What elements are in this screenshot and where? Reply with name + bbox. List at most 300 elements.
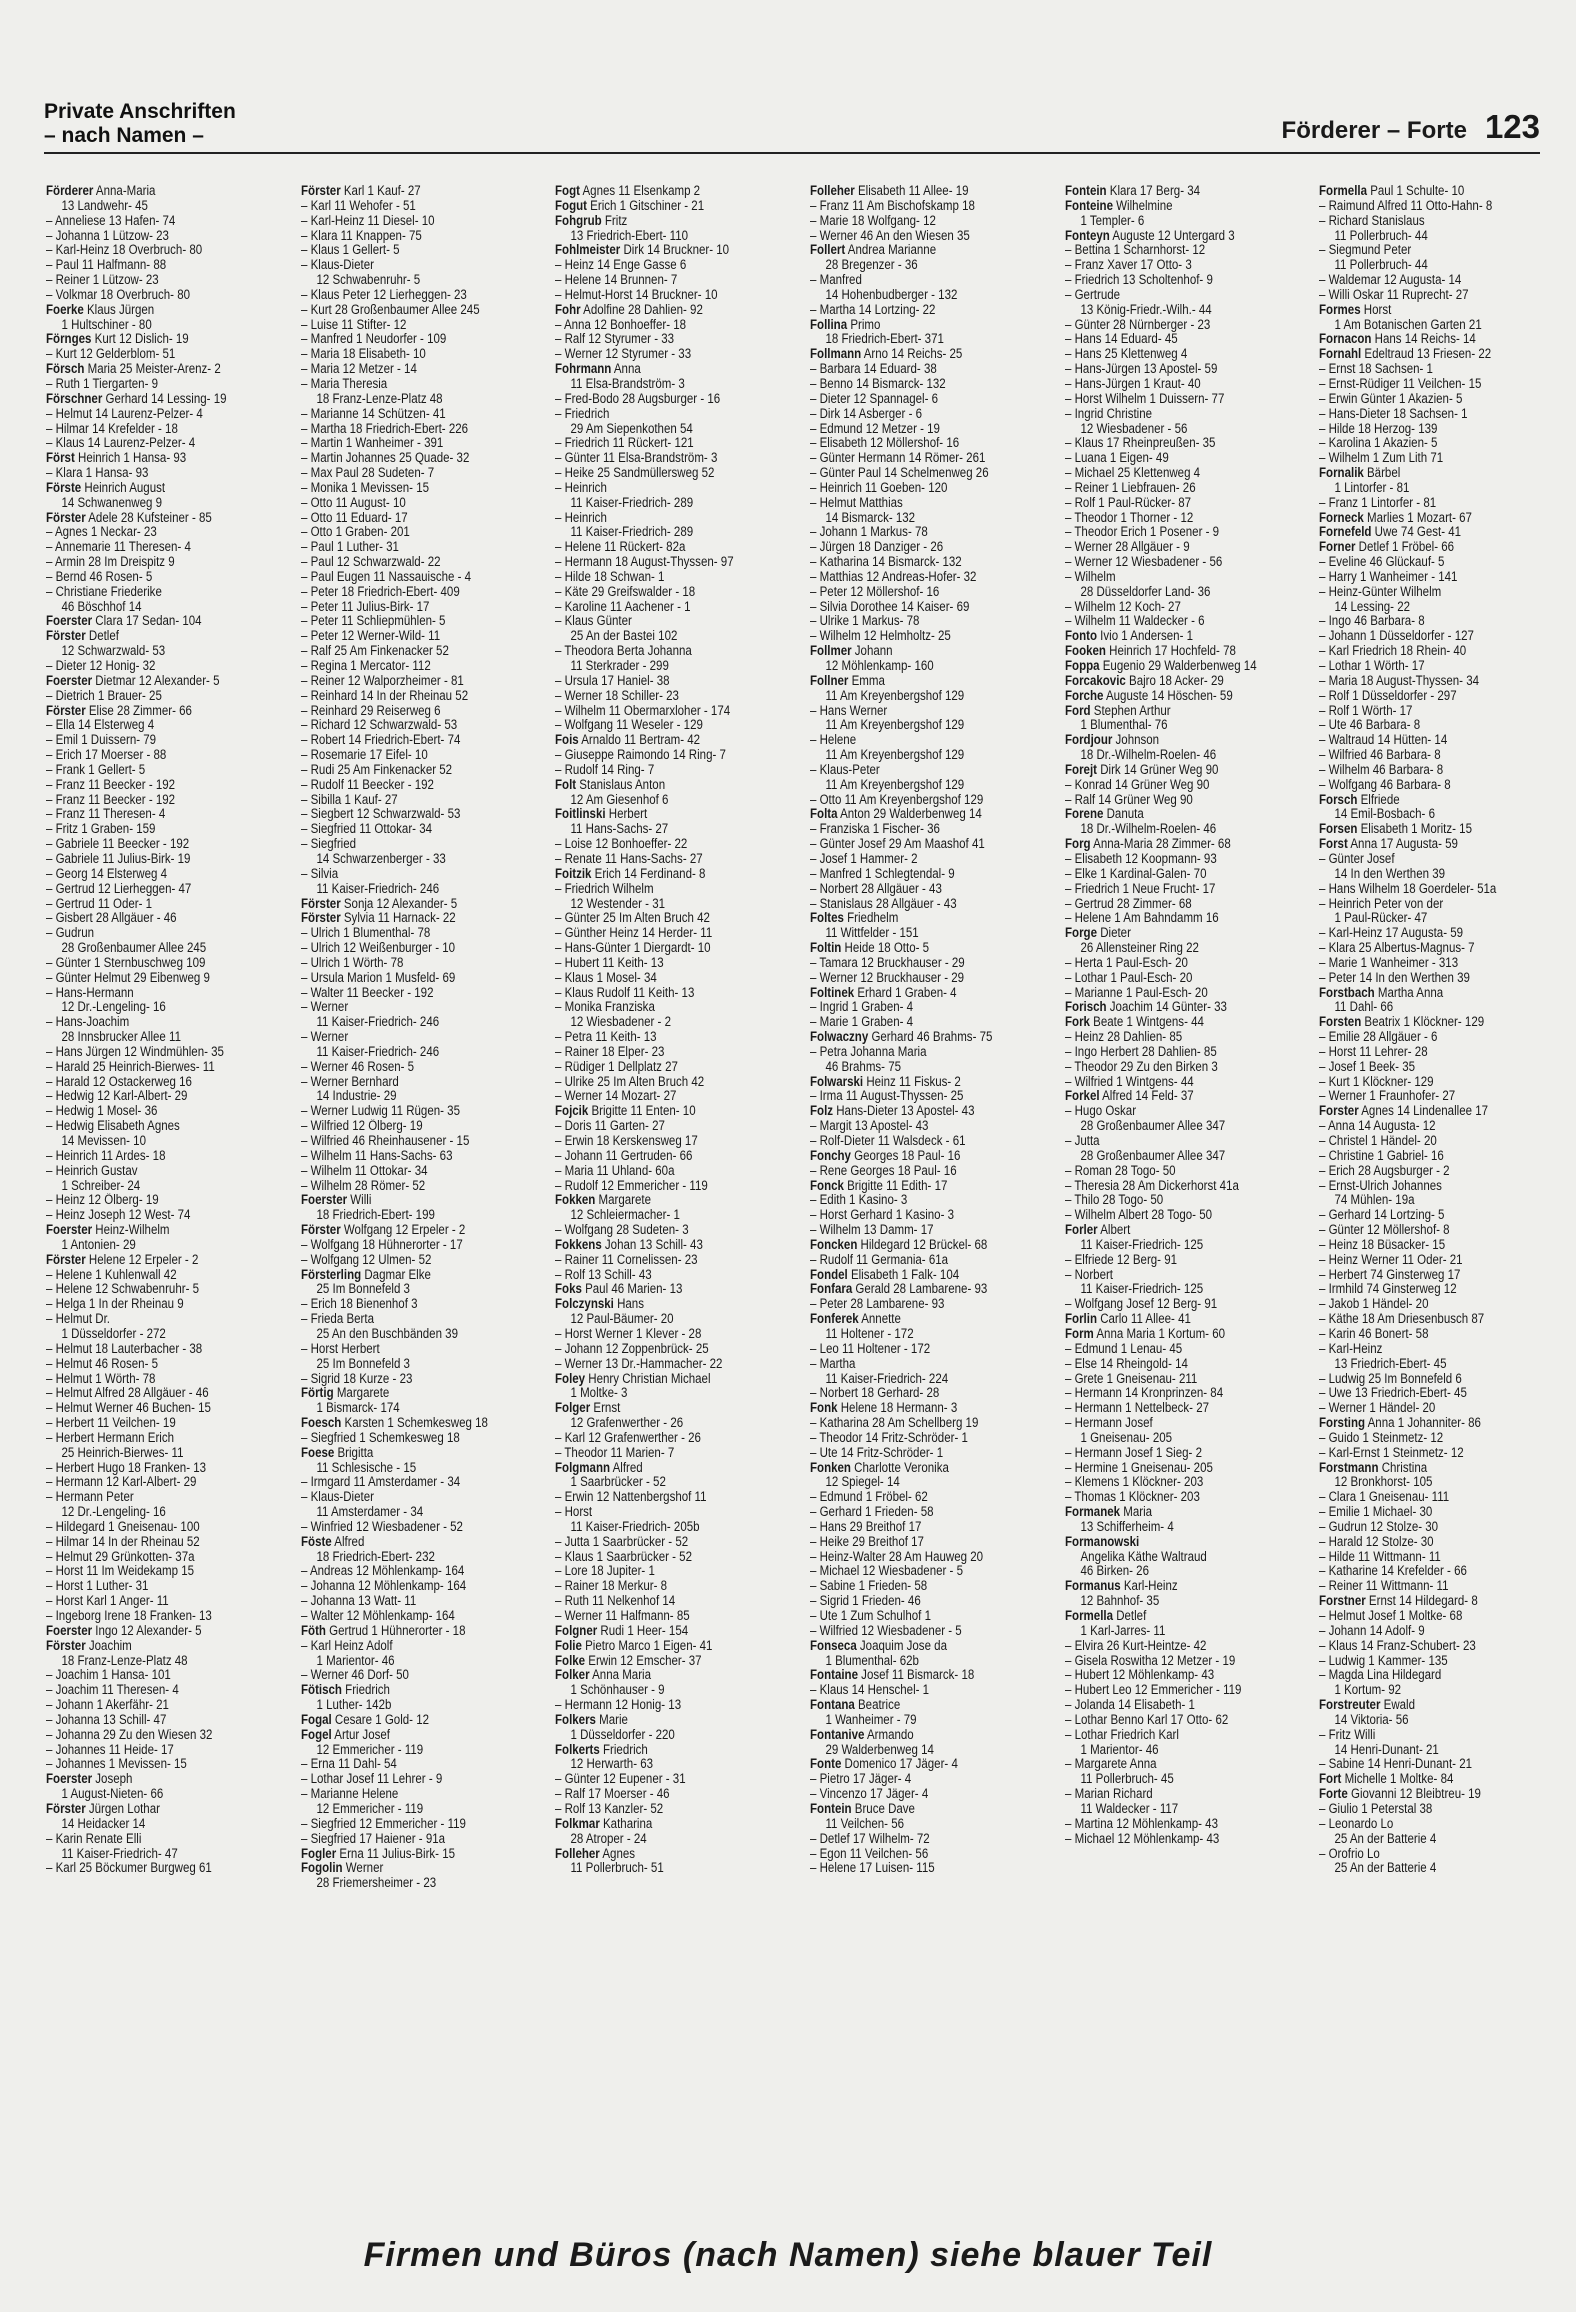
surname-entry — [301, 1624, 527, 1639]
address-line: 28 Atroper - 24 — [570, 1831, 647, 1846]
entry-text: Michelle 1 Moltke- 84 — [1341, 1772, 1454, 1787]
surname-entry — [1319, 986, 1545, 1001]
surname-entry — [1319, 1594, 1545, 1609]
address-line: 14 Viktoria- 56 — [1334, 1712, 1409, 1727]
address-line: 11 Am Kreyenbergshof 129 — [825, 718, 965, 733]
surname: Formanus — [1064, 1579, 1121, 1594]
surname: Forstmann — [1319, 1460, 1379, 1475]
surname: Folgner — [555, 1623, 598, 1638]
surname-entry — [555, 778, 781, 793]
sub-entry: – Rolf 13 Schill- 43 — [555, 1267, 652, 1282]
entry-text: Fritz — [602, 213, 628, 228]
sub-entry: – Reinhard 14 In der Rheinau 52 — [300, 688, 468, 703]
sub-entry: – Werner 12 Wiesbadener - 56 — [1064, 555, 1222, 570]
surname: Folke — [555, 1653, 586, 1668]
header-title-line2: – nach Namen – — [44, 124, 204, 147]
sub-entry: – Regina 1 Mercator- 112 — [300, 659, 431, 673]
surname-entry — [46, 704, 272, 719]
address-line: 12 Am Giesenhof 6 — [570, 792, 669, 807]
sub-entry: – Winfried 12 Wiesbadener - 52 — [300, 1519, 463, 1534]
surname: Fontein — [810, 1801, 852, 1816]
entry-text: Domenico 17 Jäger- 4 — [841, 1757, 958, 1772]
surname: Forsting — [1319, 1416, 1366, 1431]
entry-text: Primo — [847, 317, 881, 332]
sub-entry: – Klaus Günter — [555, 614, 633, 629]
sub-entry: – Grete 1 Gneisenau- 211 — [1064, 1371, 1197, 1386]
sub-entry: – Erich 28 Augsburger - 2 — [1319, 1163, 1450, 1178]
entry-text: Hans — [614, 1297, 645, 1312]
surname-entry — [46, 674, 272, 689]
surname-entry — [1065, 837, 1291, 852]
sub-entry: – Rudolf 11 Germania- 61a — [810, 1252, 949, 1267]
surname: Fontein — [1064, 184, 1107, 198]
sub-entry: – Karl-Heinz — [1319, 1341, 1383, 1356]
address-line: 25 An den Buschbänden 39 — [316, 1326, 458, 1341]
address-line: 1 Lintorfer - 81 — [1334, 480, 1410, 495]
surname: Forsch — [1319, 792, 1358, 807]
sub-entry: – Silvia Dorothee 14 Kaiser- 69 — [810, 599, 970, 614]
surname: Fontana — [810, 1698, 855, 1713]
sub-entry: – Wilhelm 11 Obermarxloher - 174 — [555, 703, 731, 718]
surname: Fornalik — [1319, 466, 1365, 481]
address-line: 14 Henri-Dunant- 21 — [1334, 1742, 1440, 1757]
surname-entry — [1065, 1089, 1291, 1104]
sub-entry: – Clara 1 Gneisenau- 111 — [1319, 1490, 1450, 1505]
surname: Foerster — [46, 673, 93, 688]
sub-entry: – Helene 1 Am Bahndamm 16 — [1064, 911, 1219, 926]
entry-text: Karl 1 Kauf- 27 — [340, 184, 421, 198]
entry-text: Hans-Dieter 13 Apostel- 43 — [833, 1104, 975, 1119]
sub-entry: – Horst Werner 1 Klever - 28 — [555, 1326, 702, 1341]
address-line: 14 In den Werthen 39 — [1334, 866, 1446, 881]
sub-entry: – Fritz Willi — [1319, 1727, 1376, 1742]
address-line: 1 Schreiber- 24 — [61, 1178, 141, 1193]
surname: Foerke — [46, 302, 84, 317]
address-line: 11 Elsa-Brandström- 3 — [570, 376, 686, 391]
address-line: 11 Schlesische - 15 — [316, 1460, 416, 1475]
sub-entry: – Werner 13 Dr.-Hammacher- 22 — [555, 1356, 723, 1371]
surname: Fonteyn — [1064, 228, 1110, 243]
surname-entry — [810, 941, 1036, 956]
surname-entry — [810, 1757, 1036, 1772]
surname-entry — [555, 214, 781, 229]
sub-entry: – Lothar Benno Karl 17 Otto- 62 — [1064, 1712, 1228, 1727]
sub-entry: – Gertrud 12 Lierheggen- 47 — [46, 881, 192, 896]
sub-entry: – Werner 11 Halfmann- 85 — [555, 1609, 690, 1623]
surname-entry — [810, 1149, 1036, 1164]
surname-entry — [555, 1282, 781, 1297]
sub-entry: – Hubert Leo 12 Emmericher - 119 — [1064, 1683, 1242, 1698]
sub-entry: – Heinz Joseph 12 West- 74 — [46, 1208, 191, 1223]
address-line: 11 Am Kreyenbergshof 129 — [825, 688, 965, 703]
sub-entry: – Karin 46 Bonert- 58 — [1319, 1326, 1429, 1341]
sub-entry: – Hubert 12 Möhlenkamp- 43 — [1064, 1668, 1214, 1683]
surname-entry — [555, 867, 781, 882]
entry-text: Alfred 14 Feld- 37 — [1099, 1089, 1194, 1104]
sub-entry: – Reinhard 29 Reiserweg 6 — [300, 703, 441, 718]
surname: Folkers — [555, 1712, 597, 1727]
entry-text: Christina — [1378, 1460, 1428, 1475]
entry-text: Maria — [1119, 1505, 1152, 1520]
entry-text: Uwe 74 Gest- 41 — [1371, 525, 1462, 540]
surname: Folgmann — [555, 1460, 611, 1475]
entry-text: Joaquim Jose da — [856, 1638, 947, 1653]
surname-entry — [46, 392, 272, 407]
sub-entry: – Wolfgang 11 Weseler - 129 — [555, 718, 704, 733]
sub-entry: – Uwe 13 Friedrich-Ebert- 45 — [1319, 1386, 1468, 1401]
surname: Forner — [1319, 540, 1356, 555]
entry-text: Arno 14 Reichs- 25 — [861, 347, 963, 362]
surname: Folleher — [810, 184, 855, 198]
surname-entry — [810, 1668, 1036, 1683]
sub-entry: – Heinz 14 Enge Gasse 6 — [555, 258, 687, 273]
address-line: 11 Kaiser-Friedrich- 224 — [825, 1371, 949, 1386]
surname-entry — [810, 1728, 1036, 1743]
surname-entry — [301, 1683, 527, 1698]
sub-entry: – Edmund 1 Fröbel- 62 — [810, 1490, 928, 1505]
surname: Förster — [300, 1223, 341, 1238]
address-line: 1 Hultschiner - 80 — [61, 317, 152, 332]
sub-entry: – Wolfgang 12 Ulmen- 52 — [300, 1252, 432, 1267]
sub-entry: – Manfred — [810, 273, 862, 288]
sub-entry: – Emilie 1 Michael- 30 — [1319, 1505, 1433, 1520]
sub-entry: – Katharina 28 Am Schellberg 19 — [810, 1416, 979, 1431]
surname-entry — [1319, 1698, 1545, 1713]
entry-text: Klaus Jürgen — [83, 302, 155, 317]
surname: Folta — [810, 807, 838, 822]
sub-entry: – Werner 12 Styrumer - 33 — [555, 347, 692, 362]
address-line: 18 Dr.-Wilhelm-Roelen- 46 — [1080, 748, 1216, 763]
entry-text: Kurt 12 Dislich- 19 — [91, 332, 189, 347]
address-line: 18 Dr.-Wilhelm-Roelen- 46 — [1080, 822, 1216, 837]
address-line: 13 Schifferheim- 4 — [1080, 1519, 1174, 1534]
entry-text: Anna Maria 1 Kortum- 60 — [1093, 1326, 1225, 1341]
address-line: 1 Saarbrücker - 52 — [570, 1475, 667, 1490]
sub-entry: – Franz 1 Lintorfer - 81 — [1319, 495, 1437, 510]
sub-entry: – Katharine 14 Krefelder - 66 — [1319, 1564, 1468, 1579]
surname: Folleher — [555, 1846, 601, 1861]
surname: Follina — [810, 317, 848, 332]
address-line: 12 Möhlenkamp- 160 — [825, 659, 934, 673]
surname: Folt — [555, 777, 577, 792]
sub-entry: – Gisela Roswitha 12 Metzer - 19 — [1064, 1653, 1235, 1668]
surname: Fojcik — [555, 1104, 589, 1119]
sub-entry: – Bernd 46 Rosen- 5 — [46, 569, 153, 584]
entry-text: Auguste 14 Höschen- 59 — [1103, 688, 1233, 703]
surname: Folczynski — [555, 1297, 615, 1312]
sub-entry: – Horst 11 Im Weidekamp 15 — [46, 1564, 195, 1579]
surname-entry — [555, 1624, 781, 1639]
sub-entry: – Hans-Dieter 18 Sachsen- 1 — [1319, 406, 1468, 421]
sub-entry: – Wilfried 46 Rheinhausener - 15 — [300, 1134, 470, 1148]
sub-entry: – Loise 12 Bonhoeffer- 22 — [555, 837, 688, 852]
sub-entry: – Jolanda 14 Elisabeth- 1 — [1064, 1698, 1195, 1713]
entry-text: Wolfgang 12 Erpeler - 2 — [340, 1223, 465, 1238]
surname-entry — [46, 1223, 272, 1238]
surname: Fonfara — [810, 1282, 853, 1297]
sub-entry: – Edmund 12 Metzer - 19 — [810, 421, 940, 436]
entry-text: Annette — [858, 1312, 901, 1327]
sub-entry: – Heinrich — [555, 480, 608, 495]
sub-entry: – Horst 11 Lehrer- 28 — [1319, 1044, 1428, 1059]
entry-text: Edeltraud 13 Friesen- 22 — [1361, 347, 1492, 362]
entry-text: Alfred — [610, 1460, 644, 1475]
sub-entry: – Günter 1 Sternbuschweg 109 — [46, 955, 206, 970]
sub-entry: – Maria 18 August-Thyssen- 34 — [1319, 673, 1480, 688]
sub-entry: – Herta 1 Paul-Esch- 20 — [1064, 955, 1188, 970]
sub-entry: – Johanna 12 Möhlenkamp- 164 — [300, 1579, 466, 1594]
surname: Förderer — [46, 184, 94, 198]
address-line: 46 Brahms- 75 — [825, 1059, 902, 1074]
address-line: 11 Pollerbruch- 44 — [1334, 228, 1429, 243]
sub-entry: – Andreas 12 Möhlenkamp- 164 — [300, 1564, 464, 1579]
surname: Formella — [1319, 184, 1368, 198]
address-line: 74 Mühlen- 19a — [1334, 1193, 1415, 1208]
sub-entry: – Elvira 26 Kurt-Heintze- 42 — [1064, 1638, 1207, 1653]
sub-entry: – Gudrun — [46, 926, 95, 941]
surname: Ford — [1064, 703, 1091, 718]
entry-text: Paul 1 Schulte- 10 — [1367, 184, 1465, 198]
surname: Forlin — [1064, 1312, 1097, 1327]
surname: Folkerts — [555, 1742, 601, 1757]
surname-entry — [301, 1713, 527, 1728]
sub-entry: – Werner Ludwig 11 Rügen- 35 — [300, 1104, 460, 1119]
surname-entry — [555, 1668, 781, 1683]
entry-text: Clara 17 Sedan- 104 — [92, 614, 202, 629]
sub-entry: – Günter Helmut 29 Eibenweg 9 — [46, 970, 210, 985]
sub-entry: – Theodor Erich 1 Posener - 9 — [1064, 525, 1219, 540]
sub-entry: – Martha — [810, 1356, 856, 1371]
sub-entry: – Klaus 17 Rheinpreußen- 35 — [1064, 436, 1216, 451]
entry-text: Andrea Marianne — [845, 243, 937, 258]
sub-entry: – Helga 1 In der Rheinau 9 — [46, 1297, 184, 1312]
sub-entry: – Helmut Matthias — [810, 495, 903, 510]
entry-text: Detlef — [1112, 1609, 1146, 1623]
surname: Forst — [1319, 837, 1349, 852]
sub-entry: – Harald 12 Stolze- 30 — [1319, 1534, 1434, 1549]
sub-entry: – Ruth 11 Nelkenhof 14 — [555, 1594, 676, 1609]
sub-entry: – Heinz 12 Ölberg- 19 — [46, 1193, 159, 1208]
address-line: 29 Am Siepenkothen 54 — [570, 421, 694, 436]
sub-entry: – Hans-Jürgen 1 Kraut- 40 — [1064, 376, 1201, 391]
sub-entry: – Theodora Berta Johanna — [555, 644, 693, 659]
sub-entry: – Gerhard 14 Lortzing- 5 — [1319, 1208, 1445, 1223]
entry-text: Detlef 1 Fröbel- 66 — [1355, 540, 1455, 555]
entry-text: Paul 46 Marien- 13 — [582, 1282, 683, 1297]
entry-text: Anna-Maria 28 Zimmer- 68 — [1090, 837, 1231, 852]
sub-entry: – Werner 12 Bruckhauser - 29 — [810, 970, 965, 985]
surname: Foitzik — [555, 866, 592, 881]
sub-entry: – Werner 46 Rosen- 5 — [300, 1059, 414, 1074]
entry-text: Georges 18 Paul- 16 — [850, 1148, 961, 1163]
sub-entry: – Ralf 25 Am Finkenacker 52 — [300, 644, 449, 659]
sub-entry: – Walter 12 Möhlenkamp- 164 — [300, 1609, 455, 1623]
sub-entry: – Franz 11 Theresen- 4 — [46, 807, 166, 822]
address-line: 13 Friedrich-Ebert- 45 — [1334, 1356, 1447, 1371]
sub-entry: – Werner Bernhard — [300, 1074, 399, 1089]
sub-entry: – Else 14 Rheingold- 14 — [1064, 1356, 1188, 1371]
entry-text: Bruce Dave — [851, 1801, 915, 1816]
entry-text: Margarete — [595, 1193, 652, 1208]
address-line: 12 Schwarzwald- 53 — [61, 644, 166, 659]
sub-entry: – Klaus 14 Franz-Schubert- 23 — [1319, 1638, 1477, 1653]
surname: Fonseca — [810, 1638, 857, 1653]
sub-entry: – Theodor 11 Marien- 7 — [555, 1445, 675, 1460]
entry-text: Armando — [864, 1727, 914, 1742]
sub-entry: – Peter 12 Möllershof- 16 — [810, 584, 940, 599]
sub-entry: – Helene 17 Luisen- 115 — [810, 1861, 935, 1876]
address-line: 1 Paul-Rücker- 47 — [1334, 911, 1428, 926]
sub-entry: – Johanna 1 Lützow- 23 — [46, 228, 169, 243]
sub-entry: – Rainer 18 Merkur- 8 — [555, 1579, 668, 1594]
sub-entry: – Karoline 11 Aachener - 1 — [555, 599, 691, 614]
address-line: 14 Mevissen- 10 — [61, 1134, 146, 1148]
sub-entry: – Hermann 14 Kronprinzen- 84 — [1064, 1386, 1223, 1401]
surname-entry — [1319, 793, 1545, 808]
surname-entry — [46, 481, 272, 496]
sub-entry: – Otto 11 Am Kreyenbergshof 129 — [810, 792, 984, 807]
sub-entry: – Wolfgang 28 Sudeten- 3 — [555, 1223, 689, 1238]
sub-entry: – Erwin 18 Kerskensweg 17 — [555, 1134, 699, 1148]
surname: Fohrmann — [555, 362, 612, 377]
entry-text: Erna 11 Julius-Birk- 15 — [335, 1846, 455, 1861]
sub-entry: – Johann 12 Zoppenbrück- 25 — [555, 1341, 709, 1356]
sub-entry: – Norbert 18 Gerhard- 28 — [810, 1386, 940, 1401]
sub-entry: – Paul 1 Luther- 31 — [300, 540, 399, 555]
sub-entry: – Jutta 1 Saarbrücker - 52 — [555, 1534, 689, 1549]
sub-entry: – Käte 29 Greifswalder - 18 — [555, 584, 696, 599]
sub-entry: – Heike 29 Breithof 17 — [810, 1534, 924, 1549]
sub-entry: – Franz Xaver 17 Otto- 3 — [1064, 258, 1192, 273]
surname-entry — [1319, 303, 1545, 318]
header-title-line1: Private Anschriften — [44, 100, 236, 123]
surname: Foerster — [46, 614, 93, 629]
address-line: 1 Kortum- 92 — [1334, 1683, 1402, 1698]
address-line: 18 Friedrich-Ebert- 199 — [316, 1208, 435, 1223]
sub-entry: – Gabriele 11 Julius-Birk- 19 — [46, 851, 191, 866]
entry-text: Herbert — [605, 807, 648, 822]
entry-text: Maria 25 Meister-Arenz- 2 — [84, 362, 221, 377]
entry-text: Beate 1 Wintgens- 44 — [1089, 1015, 1204, 1030]
address-line: 1 Moltke- 3 — [570, 1386, 628, 1401]
sub-entry: – Katharina 14 Bismarck- 132 — [810, 555, 962, 570]
sub-entry: – Heinrich — [555, 510, 608, 525]
sub-entry: – Michael 25 Klettenweg 4 — [1064, 466, 1200, 481]
sub-entry: – Herbert 11 Veilchen- 19 — [46, 1416, 176, 1431]
entry-text: Anna 17 Augusta- 59 — [1348, 837, 1459, 852]
address-line: 14 Hohenbudberger - 132 — [825, 287, 958, 302]
surname: Formanowski — [1064, 1534, 1139, 1549]
address-line: 14 Schwarzenberger - 33 — [316, 851, 446, 866]
page-header-right — [1282, 108, 1540, 146]
sub-entry: – Thomas 1 Klöckner- 203 — [1064, 1490, 1200, 1505]
surname: Fonferek — [810, 1312, 859, 1327]
sub-entry: – Karl 12 Grafenwerther - 26 — [555, 1430, 702, 1445]
address-line: 25 An der Bastei 102 — [570, 629, 678, 644]
surname-entry — [1065, 1579, 1291, 1594]
surname-entry — [1065, 674, 1291, 689]
surname-entry — [301, 911, 527, 926]
sub-entry: – Fritz 1 Graben- 159 — [46, 822, 156, 837]
surname-entry — [1065, 659, 1291, 674]
sub-entry: – Josef 1 Beek- 35 — [1319, 1059, 1416, 1074]
surname-entry — [1065, 1015, 1291, 1030]
surname: Forisch — [1064, 1000, 1107, 1015]
sub-entry: – Werner — [300, 1030, 348, 1045]
sub-entry: – Helene 1 Kuhlenwall 42 — [46, 1267, 177, 1282]
sub-entry: – Leonardo Lo — [1319, 1816, 1394, 1831]
sub-entry: – Karl-Heinz 17 Augusta- 59 — [1319, 926, 1464, 941]
sub-entry: – Johannes 1 Mevissen- 15 — [46, 1757, 187, 1772]
surname: Fonte — [810, 1757, 842, 1772]
sub-entry: – Raimund Alfred 11 Otto-Hahn- 8 — [1319, 198, 1493, 213]
address-line: 11 Kaiser-Friedrich- 246 — [316, 1015, 439, 1030]
entry-text: Pietro Marco 1 Eigen- 41 — [582, 1638, 713, 1653]
sub-entry: – Ralf 12 Styrumer - 33 — [555, 332, 675, 347]
sub-entry: – Günter 12 Eupener - 31 — [555, 1772, 686, 1787]
sub-entry: – Gertrud 11 Oder- 1 — [46, 896, 153, 911]
sub-entry: – Barbara 14 Eduard- 38 — [810, 362, 937, 377]
surname-entry — [1319, 1104, 1545, 1119]
sub-entry: – Johanna 13 Watt- 11 — [300, 1594, 416, 1609]
header-rule — [44, 152, 1540, 154]
address-line: 12 Dr.-Lengeling- 16 — [61, 1505, 166, 1520]
sub-entry: – Johanna 13 Schill- 47 — [46, 1712, 167, 1727]
sub-entry: – Klaus Peter 12 Lierheggen- 23 — [300, 287, 467, 302]
sub-entry: – Sigrid 1 Frieden- 46 — [810, 1594, 921, 1609]
sub-entry: – Heinrich Gustav — [46, 1163, 138, 1178]
surname: Fornefeld — [1319, 525, 1372, 540]
entry-text: Adolfine 28 Dahlien- 92 — [580, 302, 704, 317]
sub-entry: – Hermann Peter — [46, 1490, 134, 1505]
sub-entry: – Hilde 11 Wittmann- 11 — [1319, 1549, 1442, 1564]
sub-entry: – Marianne 14 Schützen- 41 — [300, 406, 446, 421]
sub-entry: – Helene 12 Schwabenruhr- 5 — [46, 1282, 200, 1297]
surname-entry — [1319, 1461, 1545, 1476]
sub-entry: – Werner — [300, 1000, 348, 1015]
sub-entry: – Klaus-Dieter — [300, 1490, 374, 1505]
sub-entry: – Gisbert 28 Allgäuer - 46 — [46, 911, 177, 926]
sub-entry: – Anna 12 Bonhoeffer- 18 — [555, 317, 687, 332]
address-line: 1 Wanheimer - 79 — [825, 1712, 917, 1727]
surname-entry — [810, 1401, 1036, 1416]
surname-entry — [1319, 1787, 1545, 1802]
surname-entry — [301, 1728, 527, 1743]
sub-entry: – Hans Werner — [810, 703, 888, 718]
entry-text: Helene 18 Hermann- 3 — [837, 1401, 958, 1416]
sub-entry: – Christel 1 Händel- 20 — [1319, 1134, 1438, 1148]
sub-entry: – Michael 12 Wiesbadener - 5 — [810, 1564, 963, 1579]
sub-entry: – Fred-Bodo 28 Augsburger - 16 — [555, 391, 721, 406]
address-line: Angelika Käthe Waltraud — [1080, 1549, 1207, 1564]
address-line: 25 An der Batterie 4 — [1334, 1861, 1437, 1876]
sub-entry: – Klaus-Peter — [810, 762, 880, 777]
surname-entry — [555, 1193, 781, 1208]
sub-entry: – Georg 14 Elsterweg 4 — [46, 866, 167, 881]
surname-entry — [555, 733, 781, 748]
entry-text: Arnaldo 11 Bertram- 42 — [579, 733, 701, 748]
sub-entry: – Renate 11 Hans-Sachs- 27 — [555, 851, 703, 866]
surname-entry — [46, 1639, 272, 1654]
surname: Forkel — [1064, 1089, 1100, 1104]
sub-entry: – Johannes 11 Heide- 17 — [46, 1742, 174, 1757]
surname: Fooken — [1064, 644, 1106, 659]
surname-entry — [1065, 1327, 1291, 1342]
address-line: 29 Walderbenweg 14 — [825, 1742, 934, 1757]
sub-entry: – Irmgard 11 Amsterdamer - 34 — [300, 1475, 460, 1490]
surname: Foncken — [810, 1237, 858, 1252]
sub-entry: – Luana 1 Eigen- 49 — [1064, 451, 1169, 466]
